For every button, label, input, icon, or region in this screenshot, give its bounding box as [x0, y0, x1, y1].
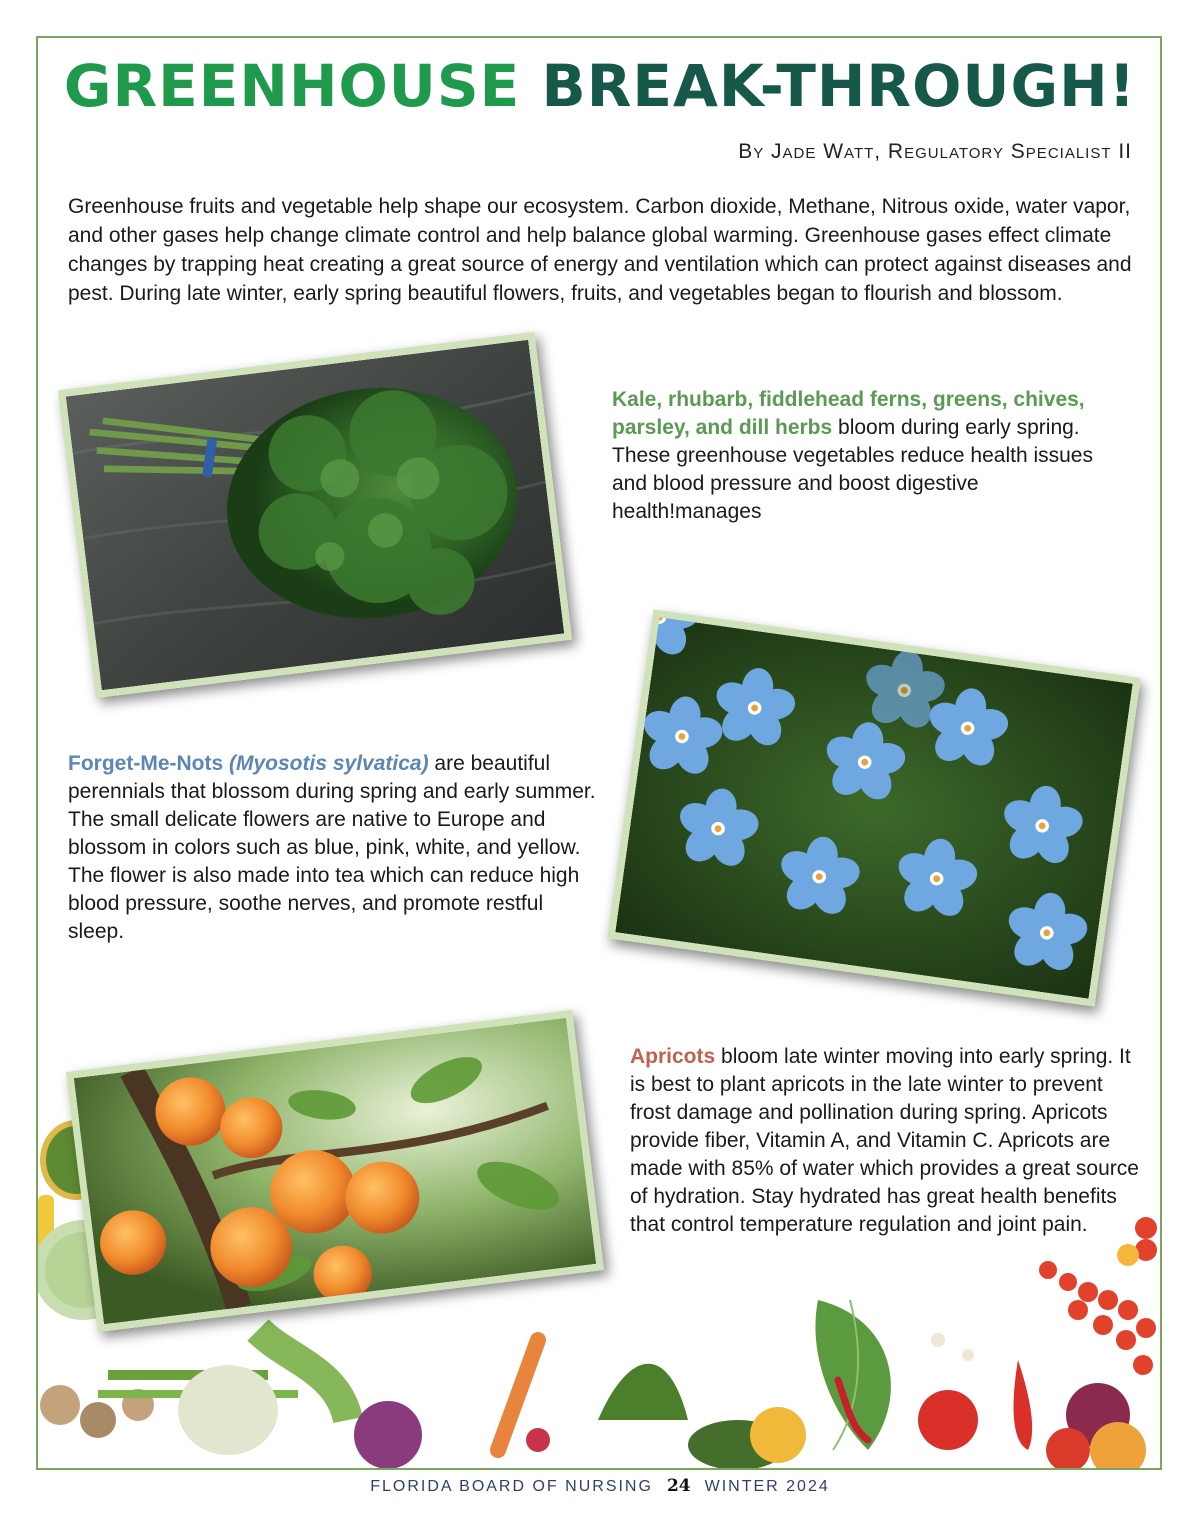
page-number: 24	[666, 1476, 691, 1496]
intro-paragraph: Greenhouse fruits and vegetable help shape our ecosystem. Carbon dioxide, Methane, Nitrous oxide, water vapor, and other gases help change climate control and help balance global warming. Greenhouse gases effect climate changes by trapping heat creating a great source of energy and ventilation which can protect against diseases and pest. During late winter, early spring beautiful flowers, fruits, and vegetables began to flourish and blossom.	[68, 195, 1132, 305]
kale-photo	[58, 332, 572, 698]
apricots-paragraph	[630, 1043, 1140, 1239]
forget-me-not-photo	[607, 609, 1140, 1006]
apricots-highlight: Apricots	[630, 1045, 716, 1068]
kale-paragraph	[612, 386, 1132, 526]
kale-highlight: Kale, rhubarb, fiddlehead ferns, greens, chives, parsley, and dill herbs	[612, 388, 1085, 439]
forget-me-nots-latin: (Myosotis sylvatica)	[229, 752, 429, 775]
article-title	[0, 52, 1200, 120]
title-part-greenhouse: GREENHOUSE	[63, 52, 521, 120]
apricots-body: bloom late winter moving into early spring. It is best to plant apricots in the late winter to prevent frost damage and pollination during spring. Apricots provide fiber, Vitamin A, and Vitamin C. Apricots are made with 85% of water which provides a great source of hydration. Stay hydrated has great health benefits that control temperature regulation and joint pain.	[630, 1045, 1139, 1236]
forget-me-nots-highlight: Forget-Me-Nots	[68, 752, 224, 775]
kale-body: bloom during early spring. These greenhouse vegetables reduce health issues and blood pressure and boost digestive health!manages	[612, 416, 1093, 523]
forget-me-nots-body: are beautiful perennials that blossom during spring and early summer. The small delicate flowers are native to Europe and blossom in colors such as blue, pink, white, and yellow. The flower is also made into tea which can reduce high blood pressure, soothe nerves, and promote restful sleep.	[68, 752, 596, 943]
page-footer	[0, 1476, 1200, 1496]
forget-me-nots-paragraph	[68, 750, 598, 946]
footer-issue: WINTER 2024	[704, 1478, 830, 1495]
byline: By Jade Watt, Regulatory Specialist II	[738, 140, 1132, 163]
footer-publication: FLORIDA BOARD OF NURSING	[370, 1478, 653, 1495]
title-part-breakthrough: BREAK-THROUGH!	[541, 52, 1137, 120]
